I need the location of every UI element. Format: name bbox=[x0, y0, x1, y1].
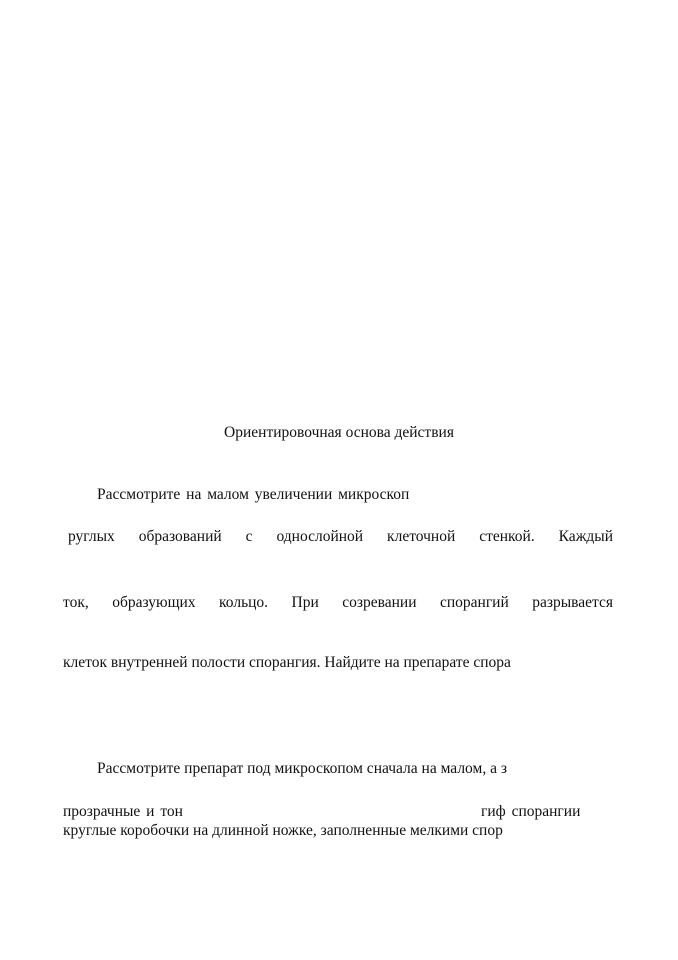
paragraph-2-line-3: круглые коробочки на длинной ножке, заполненные мелкими спор bbox=[63, 822, 503, 839]
section-heading: Ориентировочная основа действия bbox=[224, 424, 454, 441]
paragraph-2-line-2-left: прозрачные и тон bbox=[63, 803, 183, 820]
paragraph-2-line-1: Рассмотрите препарат под микроскопом сначала на малом, а з bbox=[97, 760, 507, 777]
paragraph-2-line-2-right: гиф спорангии bbox=[481, 803, 581, 820]
paragraph-1-line-4: клеток внутренней полости спорангия. Найдите на препарате спора bbox=[63, 654, 511, 671]
paragraph-1-line-3: ток, образующих кольцо. При созревании спорангий разрывается bbox=[63, 594, 613, 611]
paragraph-1-line-2: руглых образований с однослойной клеточной стенкой. Каждый bbox=[68, 528, 613, 545]
paragraph-1-line-1: Рассмотрите на малом увеличении микроскоп bbox=[97, 486, 410, 503]
